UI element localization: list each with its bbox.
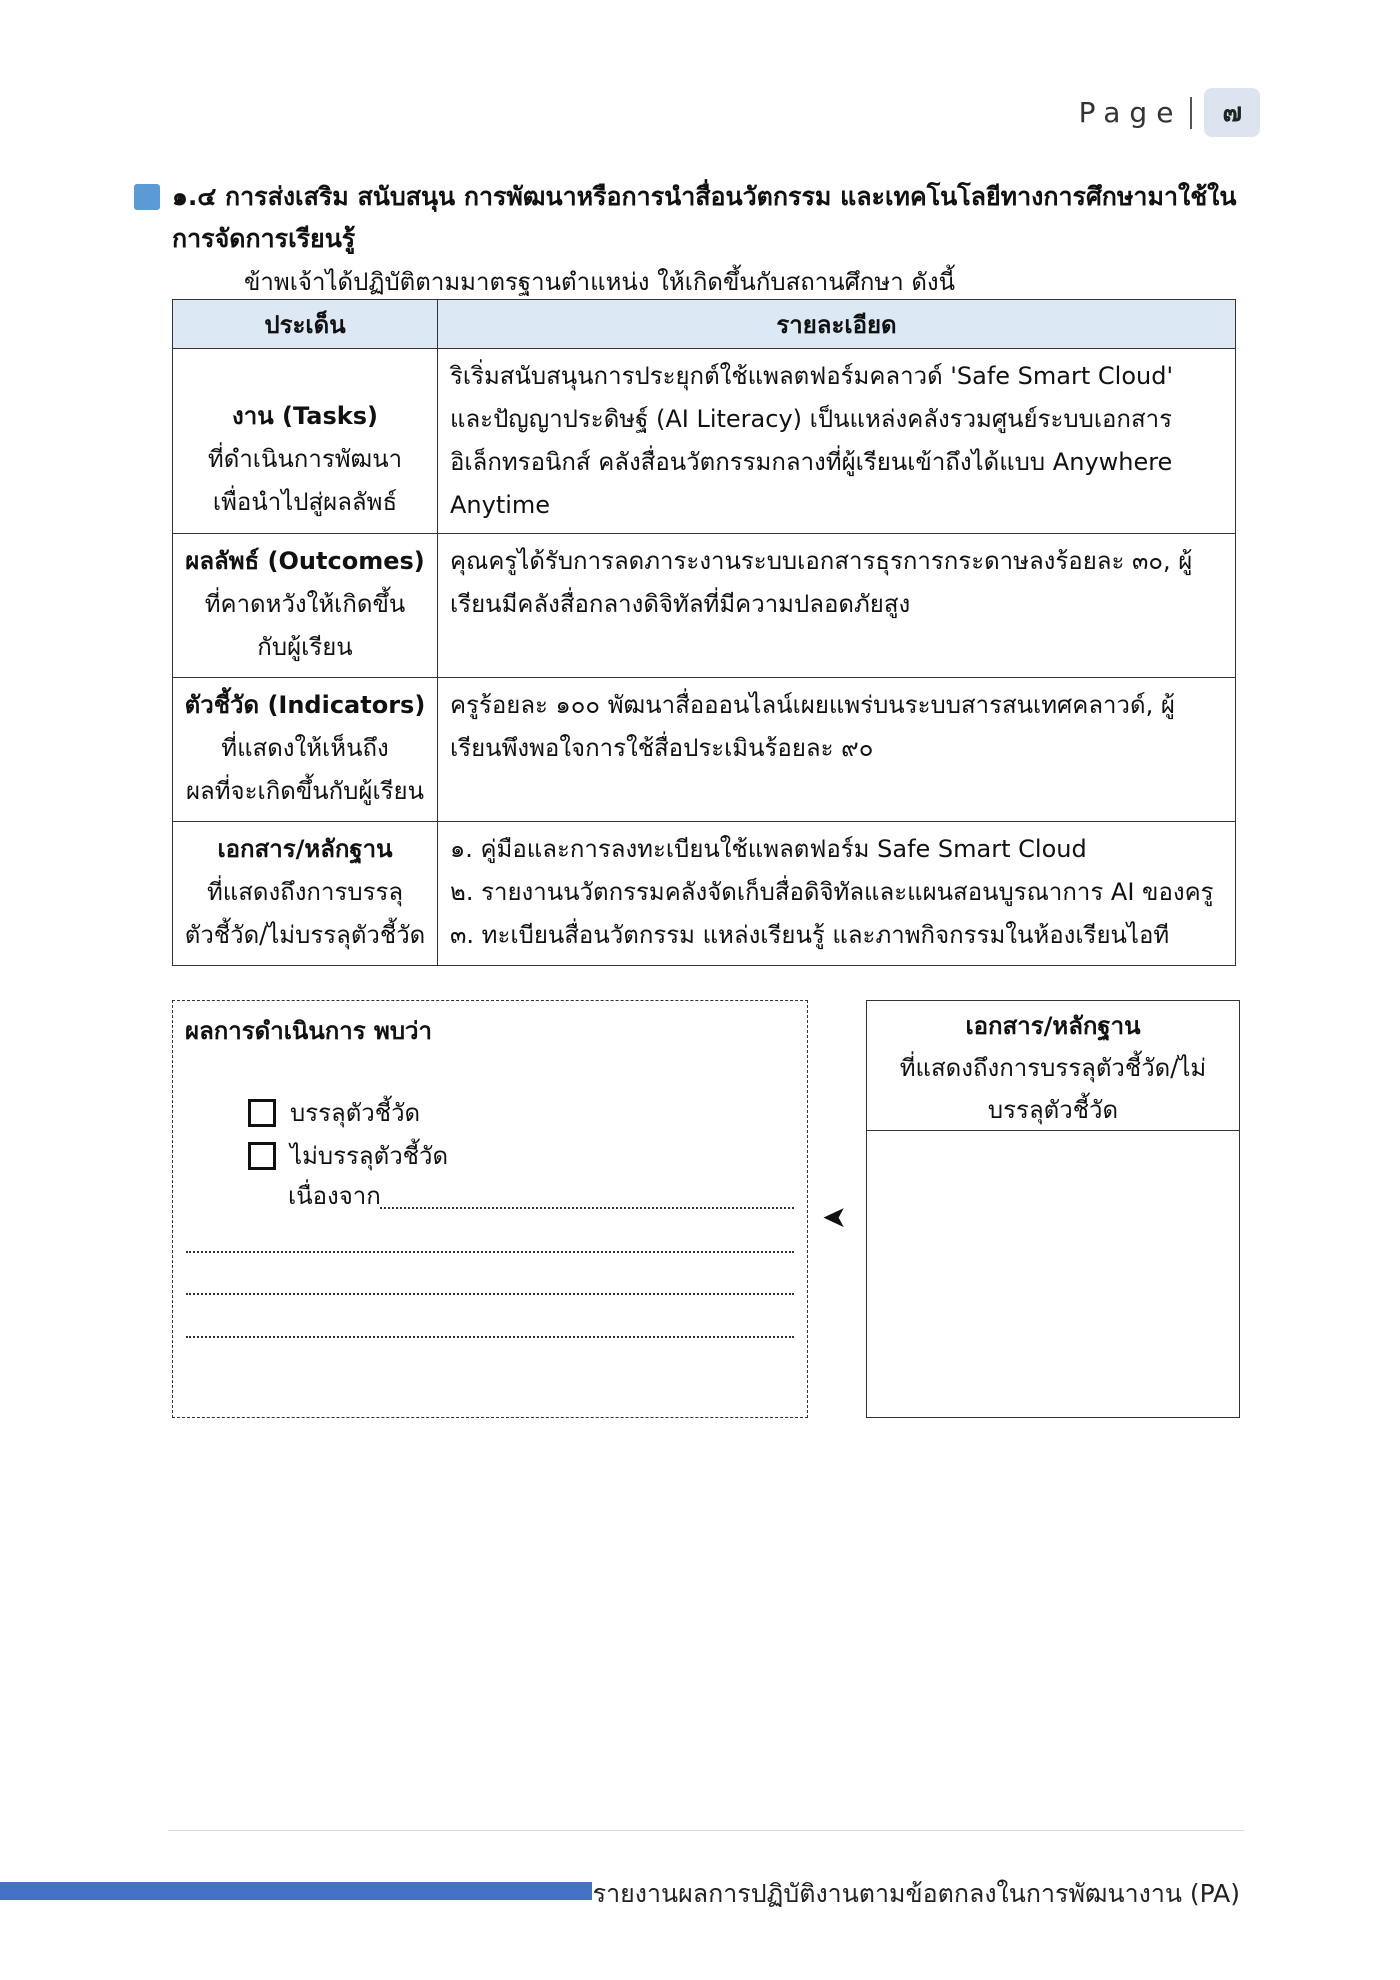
table-row <box>173 822 1236 966</box>
result-box <box>172 1000 808 1418</box>
table-row <box>173 349 1236 534</box>
square-bullet-icon <box>134 184 160 210</box>
issue-sub: เพื่อนำไปสู่ผลลัพธ์ <box>212 488 398 516</box>
issue-title: งาน (Tasks) <box>232 402 378 430</box>
issue-sub: ผลที่จะเกิดขึ้นกับผู้เรียน <box>185 777 425 805</box>
evidence-box-subtitle: ที่แสดงถึงการบรรลุตัวชี้วัด/ไม่บรรลุตัวชี้วัด <box>899 1054 1207 1124</box>
table-header-row <box>173 300 1236 349</box>
footer-accent-bar <box>0 1882 592 1900</box>
list-item: ๒. รายงานนวัตกรรมคลังจัดเก็บสื่อดิจิทัลและแผนสอนบูรณาการ AI ของครู <box>450 878 1214 906</box>
header-detail: รายละเอียด <box>438 300 1236 349</box>
row-detail <box>438 822 1236 966</box>
section-title: ๑.๔ การส่งเสริม สนับสนุน การพัฒนาหรือการนำสื่อนวัตกรรม และเทคโนโลยีทางการศึกษามาใช้ในการจัดการเรียนรู้ <box>172 182 1237 253</box>
page-header <box>1079 88 1260 137</box>
result-title: ผลการดำเนินการ พบว่า <box>185 1017 433 1045</box>
standards-table <box>172 299 1236 966</box>
row-detail: ริเริ่มสนับสนุนการประยุกต์ใช้แพลตฟอร์มคลาวด์ 'Safe Smart Cloud' และปัญญาประดิษฐ์ (AI Literacy) เป็นแหล่งคลังรวมศูนย์ระบบเอกสารอิเล็กทรอนิกส์ คลังสื่อนวัตกรรมกลางที่ผู้เรียนเข้าถึงได้แบบ Anywhere Anytime <box>438 349 1236 534</box>
issue-sub: กับผู้เรียน <box>257 633 353 661</box>
section-heading <box>134 176 1254 260</box>
arrow-left-icon: ➤ <box>822 1200 848 1235</box>
issue-title: ผลลัพธ์ (Outcomes) <box>185 547 425 575</box>
checkbox-achieved-row[interactable] <box>248 1093 420 1132</box>
evidence-box <box>866 1000 1240 1418</box>
checkbox-achieved-label: บรรลุตัวชี้วัด <box>290 1099 421 1127</box>
issue-sub: ที่แสดงถึงการบรรลุ <box>206 878 404 906</box>
row-detail: ครูร้อยละ ๑๐๐ พัฒนาสื่อออนไลน์เผยแพร่บนระบบสารสนเทศคลาวด์, ผู้เรียนพึงพอใจการใช้สื่อประเมินร้อยละ ๙๐ <box>438 678 1236 822</box>
header-issue: ประเด็น <box>173 300 438 349</box>
issue-sub: ที่แสดงให้เห็นถึง <box>221 734 389 762</box>
list-item: ๓. ทะเบียนสื่อนวัตกรรม แหล่งเรียนรู้ และภาพกิจกรรมในห้องเรียนไอที <box>450 921 1170 949</box>
dotted-fill-line[interactable] <box>186 1335 794 1338</box>
issue-sub: ที่คาดหวังให้เกิดขึ้น <box>204 590 406 618</box>
checkbox-not-achieved-row[interactable] <box>248 1136 448 1175</box>
checkbox-achieved[interactable] <box>248 1099 276 1127</box>
row-issue-evidence <box>173 822 438 966</box>
table-row <box>173 678 1236 822</box>
page-separator <box>1190 97 1192 129</box>
page-label: Page <box>1078 96 1183 129</box>
footer-divider <box>168 1830 1244 1831</box>
evidence-box-header <box>867 1001 1239 1131</box>
issue-sub: ที่ดำเนินการพัฒนา <box>207 445 403 473</box>
list-item: ๑. คู่มือและการลงทะเบียนใช้แพลตฟอร์ม Safe Smart Cloud <box>450 835 1087 863</box>
table-row <box>173 534 1236 678</box>
because-label: เนื่องจาก <box>288 1182 381 1210</box>
dotted-fill-line[interactable] <box>186 1292 794 1295</box>
issue-title: เอกสาร/หลักฐาน <box>217 835 393 863</box>
footer-title: รายงานผลการปฏิบัติงานตามข้อตกลงในการพัฒนางาน (PA) <box>592 1879 1240 1908</box>
row-detail: คุณครูได้รับการลดภาระงานระบบเอกสารธุรการกระดาษลงร้อยละ ๓๐, ผู้เรียนมีคลังสื่อกลางดิจิทัลที่มีความปลอดภัยสูง <box>438 534 1236 678</box>
issue-title: ตัวชี้วัด (Indicators) <box>184 691 426 719</box>
page-number: ๗ <box>1204 88 1260 137</box>
intro-text: ข้าพเจ้าได้ปฏิบัติตามมาตรฐานตำแหน่ง ให้เกิดขึ้นกับสถานศึกษา ดังนี้ <box>244 268 956 296</box>
dotted-fill-line[interactable] <box>186 1250 794 1253</box>
row-issue-indicators <box>173 678 438 822</box>
checkbox-not-achieved-label: ไม่บรรลุตัวชี้วัด <box>290 1142 449 1170</box>
issue-sub: ตัวชี้วัด/ไม่บรรลุตัวชี้วัด <box>184 921 426 949</box>
row-issue-outcomes <box>173 534 438 678</box>
dotted-fill-line[interactable] <box>380 1206 794 1209</box>
evidence-box-title: เอกสาร/หลักฐาน <box>965 1012 1141 1040</box>
row-issue-tasks <box>173 349 438 534</box>
checkbox-not-achieved[interactable] <box>248 1142 276 1170</box>
